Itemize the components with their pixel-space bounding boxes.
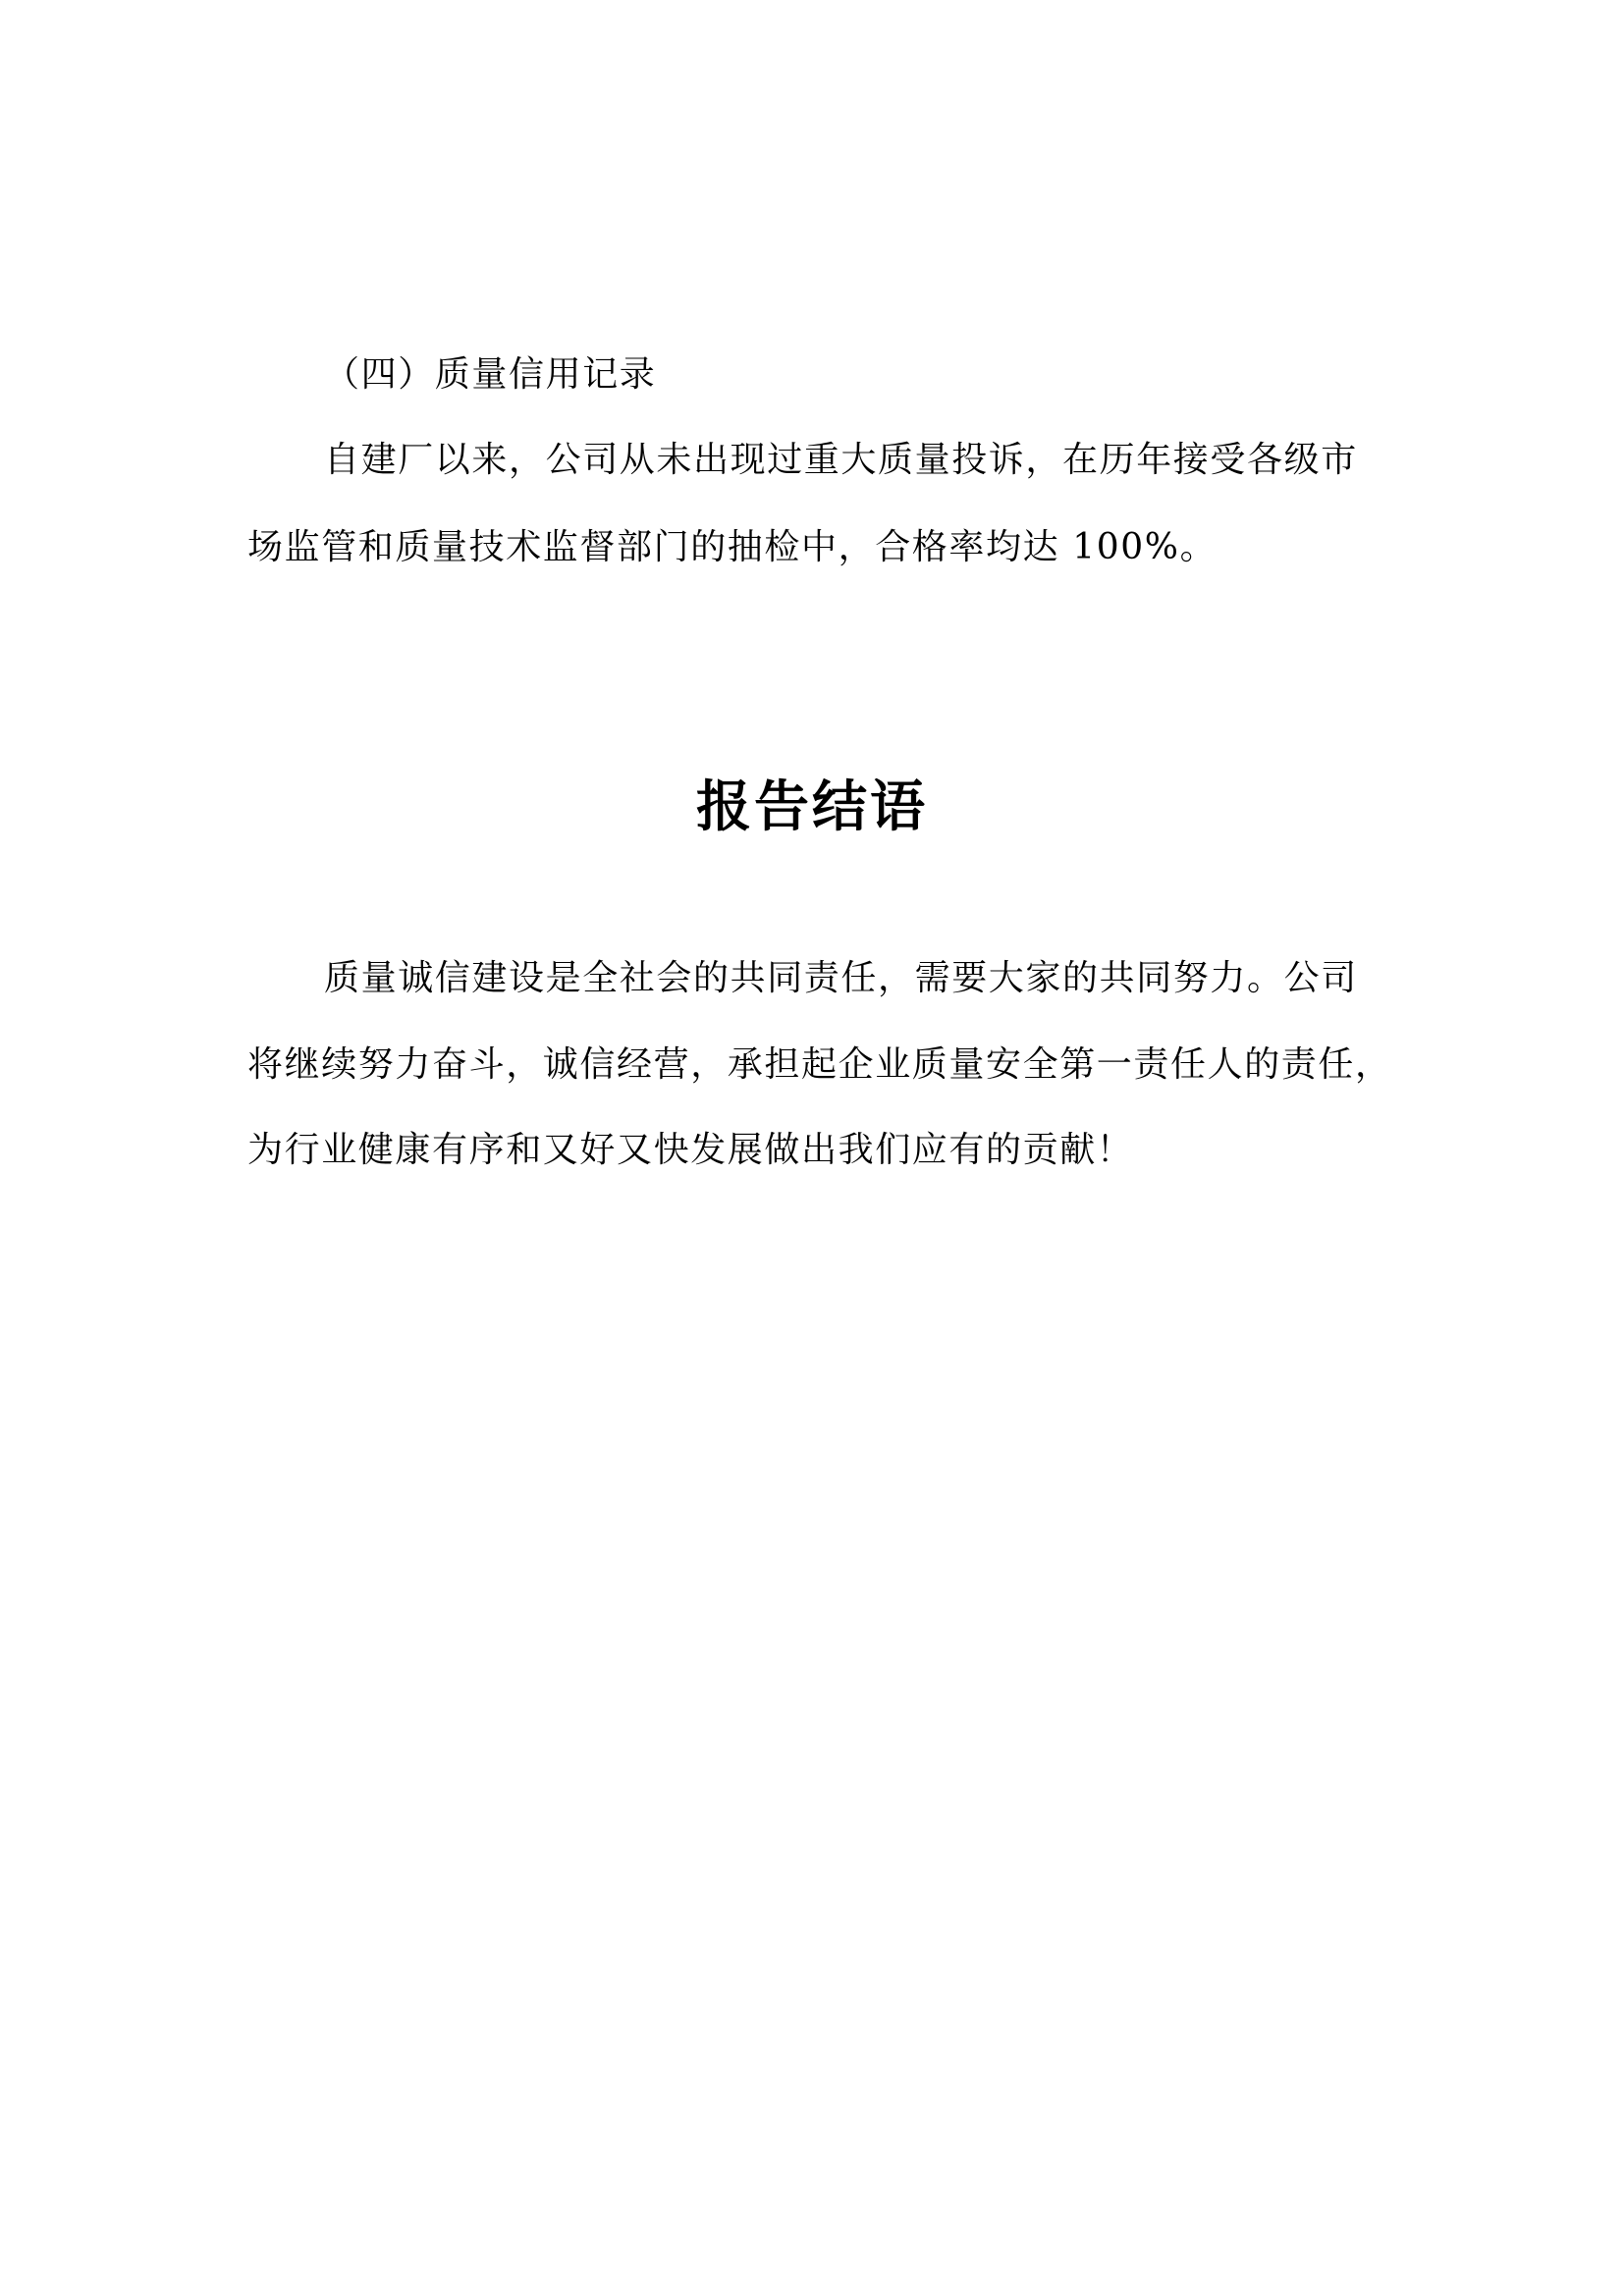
report-conclusion-heading: 报告结语 xyxy=(696,775,928,839)
section-title-quality-credit-record: （四）质量信用记录 xyxy=(324,354,657,395)
paragraph-line: 为行业健康有序和又好又快发展做出我们应有的贡献！ xyxy=(247,1130,1134,1170)
paragraph-line: 将继续努力奋斗，诚信经营，承担起企业质量安全第一责任人的责任， xyxy=(247,1044,1392,1085)
paragraph-line: 自建厂以来，公司从未出现过重大质量投诉，在历年接受各级市 xyxy=(324,440,1358,480)
paragraph-line: 质量诚信建设是全社会的共同责任，需要大家的共同努力。公司 xyxy=(324,958,1358,998)
paragraph-line: 场监管和质量技术监督部门的抽检中，合格率均达 100%。 xyxy=(247,527,1218,567)
